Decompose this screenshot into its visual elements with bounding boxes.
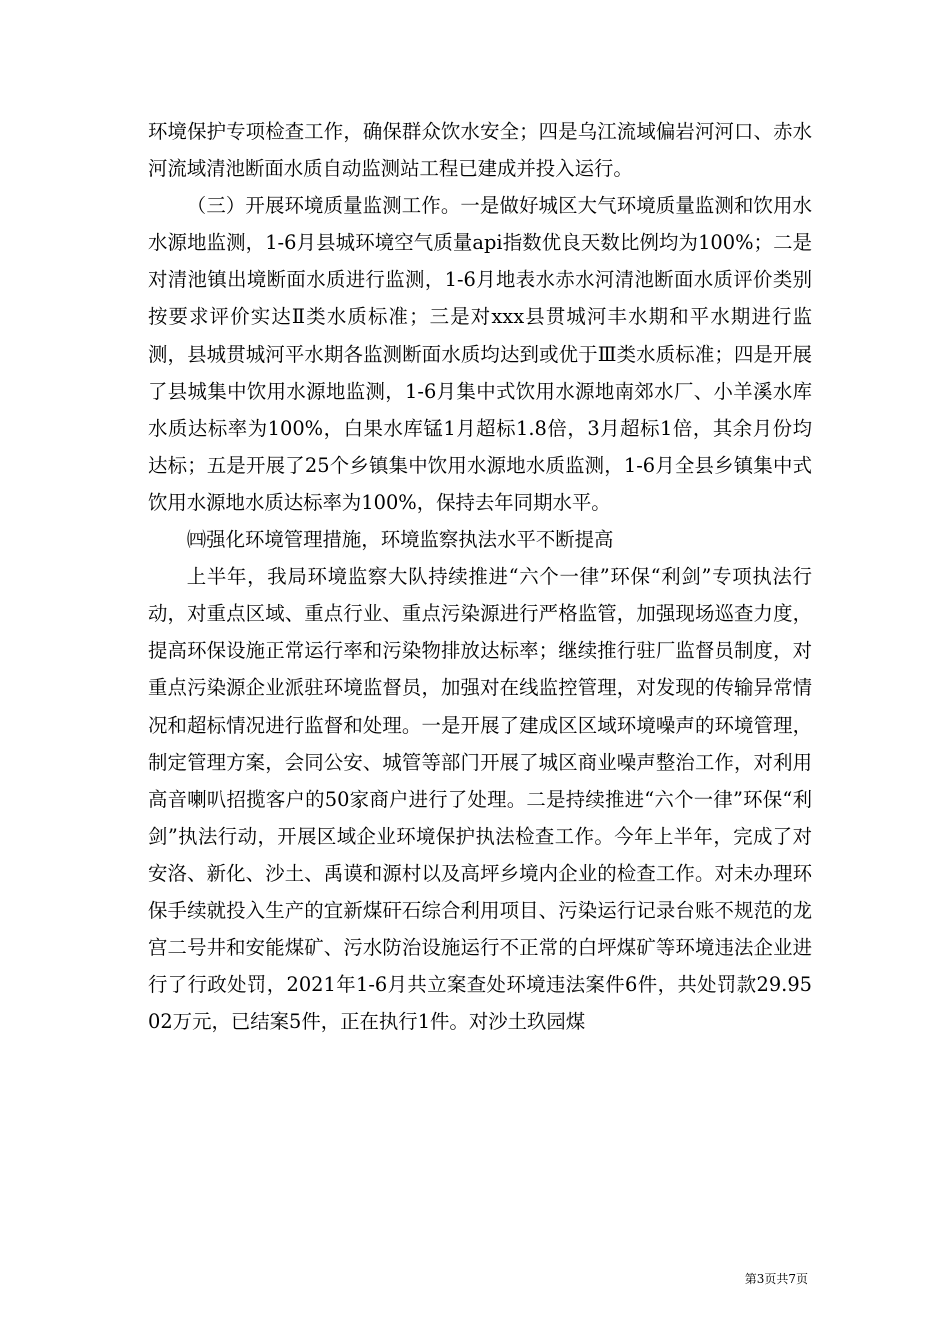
paragraph-enforcement: 上半年，我局环境监察大队持续推进“六个一律”环保“利剑”专项执法行动，对重点区域、重点行业、重点污染源进行严格监管，加强现场巡查力度，提高环保设施正常运行率和污染物排放达标率；继续推行驻厂监督员制度，对重点污染源企业派驻环境监督员，加强对在线监控管理，对发现的传输异常情况和超标情况进行监督和处理。一是开展了建成区区域环境噪声的环境管理，制定管理方案，会同公安、城管等部门开展了城区商业噪声整治工作，对利用高音喇叭招揽客户的50家商户进行了处理。二是持续推进“六个一律”环保“利剑”执法行动，开展区域企业环境保护执法检查工作。今年上半年，完成了对安洛、新化、沙土、禹谟和源村以及高坪乡境内企业的检查工作。对未办理环保手续就投入生产的宜新煤矸石综合利用项目、污染运行记录台账不规范的龙宫二号井和安能煤矿、污水防治设施运行不正常的白坪煤矿等环境违法企业进行了行政处罚，2021年1-6月共立案查处环境违法案件6件，共处罚款29.9502万元，已结案5件，正在执行1件。对沙土玖园煤 <box>148 565 812 1034</box>
paragraph-continuation: 环境保护专项检查工作，确保群众饮水安全；四是乌江流域偏岩河河口、赤水河流域清池断面水质自动监测站工程已建成并投入运行。 <box>148 120 812 181</box>
page-footer: 第3页共7页 <box>744 1272 808 1286</box>
paragraph-monitoring: （三）开展环境质量监测工作。一是做好城区大气环境质量监测和饮用水水源地监测，1-6月县城环境空气质量api指数优良天数比例均为100%；二是对清池镇出境断面水质进行监测，1-6月地表水赤水河清池断面水质评价类别按要求评价实达Ⅱ类水质标准；三是对xxx县贯城河丰水期和平水期进行监测，县城贯城河平水期各监测断面水质均达到或优于Ⅲ类水质标准；四是开展了县城集中饮用水源地监测，1-6月集中式饮用水源地南郊水厂、小羊溪水库水质达标率为100%，白果水库锰1月超标1.8倍，3月超标1倍，其余月份均达标；五是开展了25个乡镇集中饮用水源地水质监测，1-6月全县乡镇集中式饮用水源地水质达标率为100%，保持去年同期水平。 <box>148 194 812 514</box>
document-body <box>148 113 812 1040</box>
section-heading: ㈣强化环境管理措施，环境监察执法水平不断提高 <box>186 528 614 552</box>
